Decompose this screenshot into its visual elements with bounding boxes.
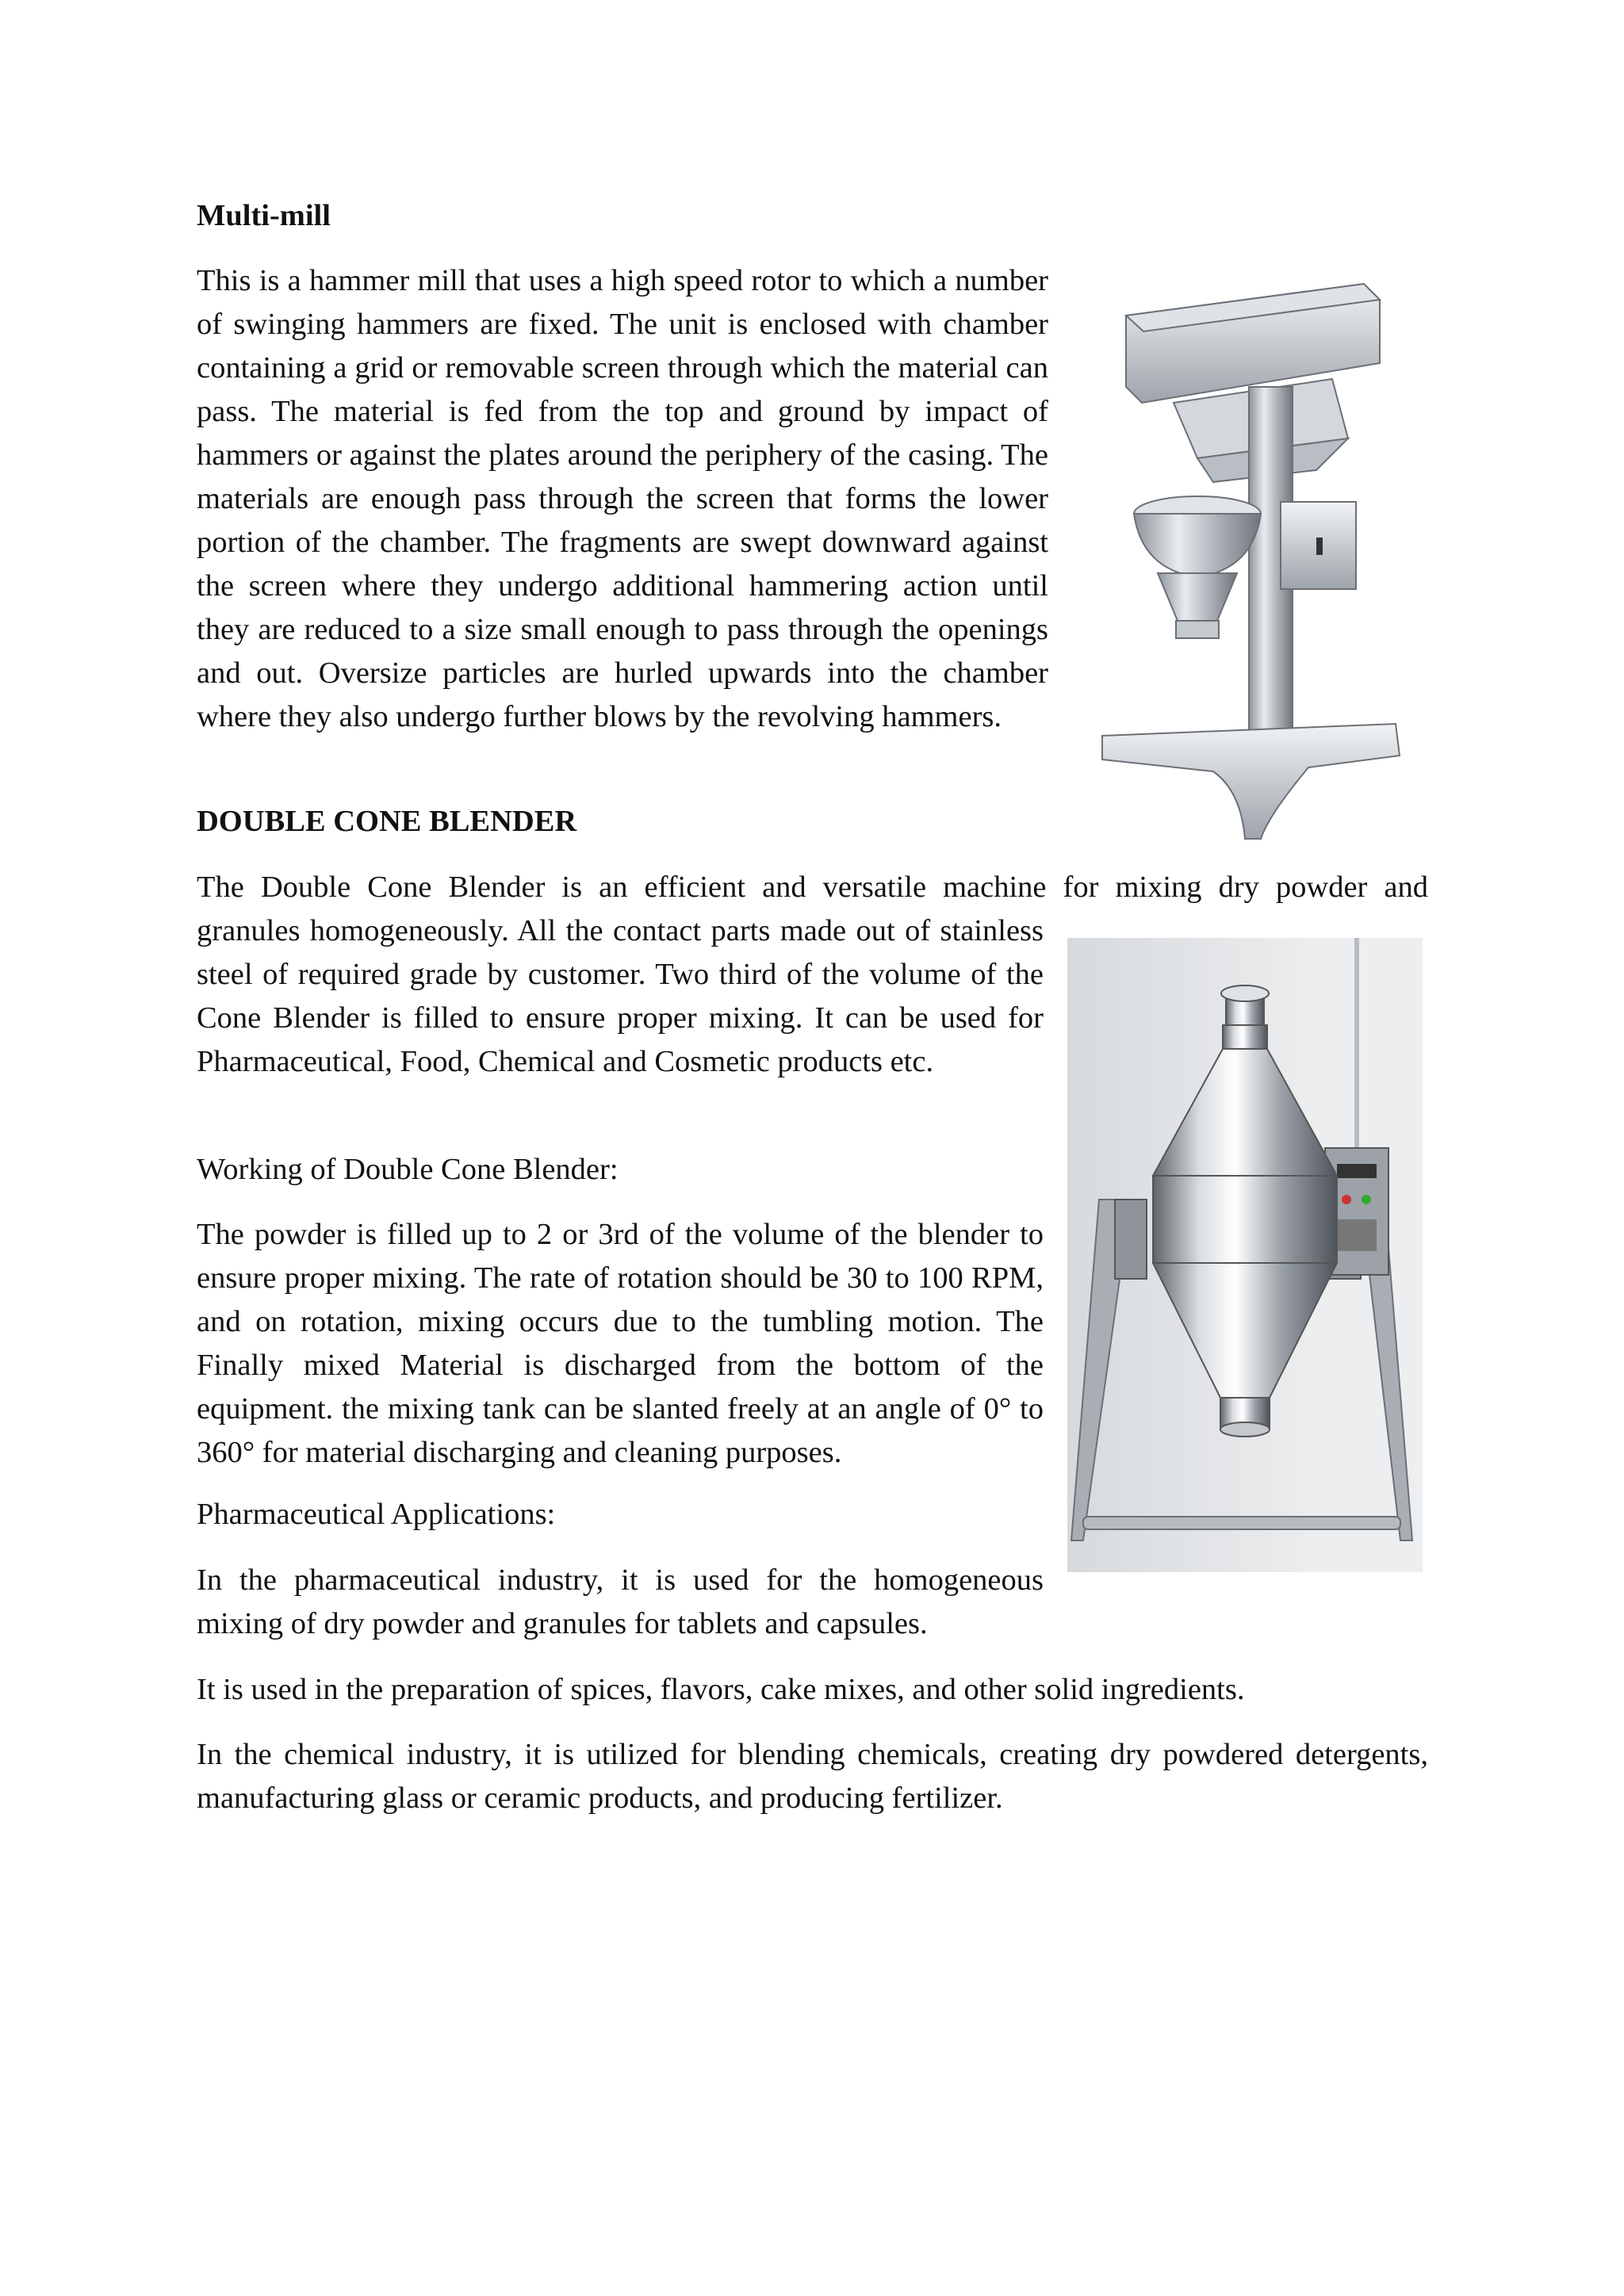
working-title: Working of Double Cone Blender:: [197, 1153, 619, 1186]
multimill-image: [1078, 268, 1411, 847]
blender-intro-line-block: [197, 866, 1428, 909]
blender-illustration: [1067, 938, 1423, 1572]
applications-title-block: [197, 1493, 1044, 1536]
blender-intro-rest: granules homogeneously. All the contact parts made out of stainless steel of required grade by customer. Two third of the volume of the Cone Blender is filled to ensure proper mixing. It can be used for Pharmaceutical, Food, Chemical and Cosmetic products etc.: [197, 914, 1044, 1078]
blender-intro-line1: The Double Cone Blender is an efficient and versatile machine for mixing dry powder and: [197, 871, 1428, 904]
app-food: It is used in the preparation of spices, flavors, cake mixes, and other solid ingredients.: [197, 1673, 1245, 1706]
working-text: The powder is filled up to 2 or 3rd of the volume of the blender to ensure proper mixing. The rate of rotation should be 30 to 100 RPM, and on rotation, mixing occurs due to the tumbling motion. The Finally mixed Material is discharged from the bottom of the equipment. the mixing tank can be slanted freely at an angle of 0° to 360° for material discharging and cleaning purposes.: [197, 1218, 1044, 1469]
blender-intro-rest-block: [197, 909, 1044, 1084]
multimill-illustration: [1078, 268, 1411, 847]
blender-heading: DOUBLE CONE BLENDER: [197, 805, 577, 838]
app-food-block: [197, 1668, 1434, 1712]
applications-title: Pharmaceutical Applications:: [197, 1498, 556, 1531]
multimill-paragraph-block: [197, 259, 1048, 739]
multimill-heading: Multi-mill: [197, 199, 331, 232]
working-text-block: [197, 1213, 1044, 1475]
app-pharma: In the pharmaceutical industry, it is used for the homogeneous mixing of dry powder and granules for tablets and capsules.: [197, 1563, 1044, 1640]
blender-image: [1067, 938, 1423, 1572]
app-chemical: In the chemical industry, it is utilized for blending chemicals, creating dry powdered detergents, manufacturing glass or ceramic products, and producing fertilizer.: [197, 1738, 1428, 1815]
working-title-block: [197, 1148, 1044, 1192]
multimill-paragraph: This is a hammer mill that uses a high speed rotor to which a number of swinging hammers are fixed. The unit is enclosed with chamber containing a grid or removable screen through which the material can pass. The material is fed from the top and ground by impact of hammers or against the plates around the periphery of the casing. The materials are enough pass through the screen that forms the lower portion of the chamber. The fragments are swept downward against the screen where they undergo additional hammering action until they are reduced to a size small enough to pass through the openings and out. Oversize particles are hurled upwards into the chamber where they also undergo further blows by the revolving hammers.: [197, 264, 1048, 733]
app-pharma-block: [197, 1559, 1044, 1646]
app-chemical-block: [197, 1733, 1428, 1820]
